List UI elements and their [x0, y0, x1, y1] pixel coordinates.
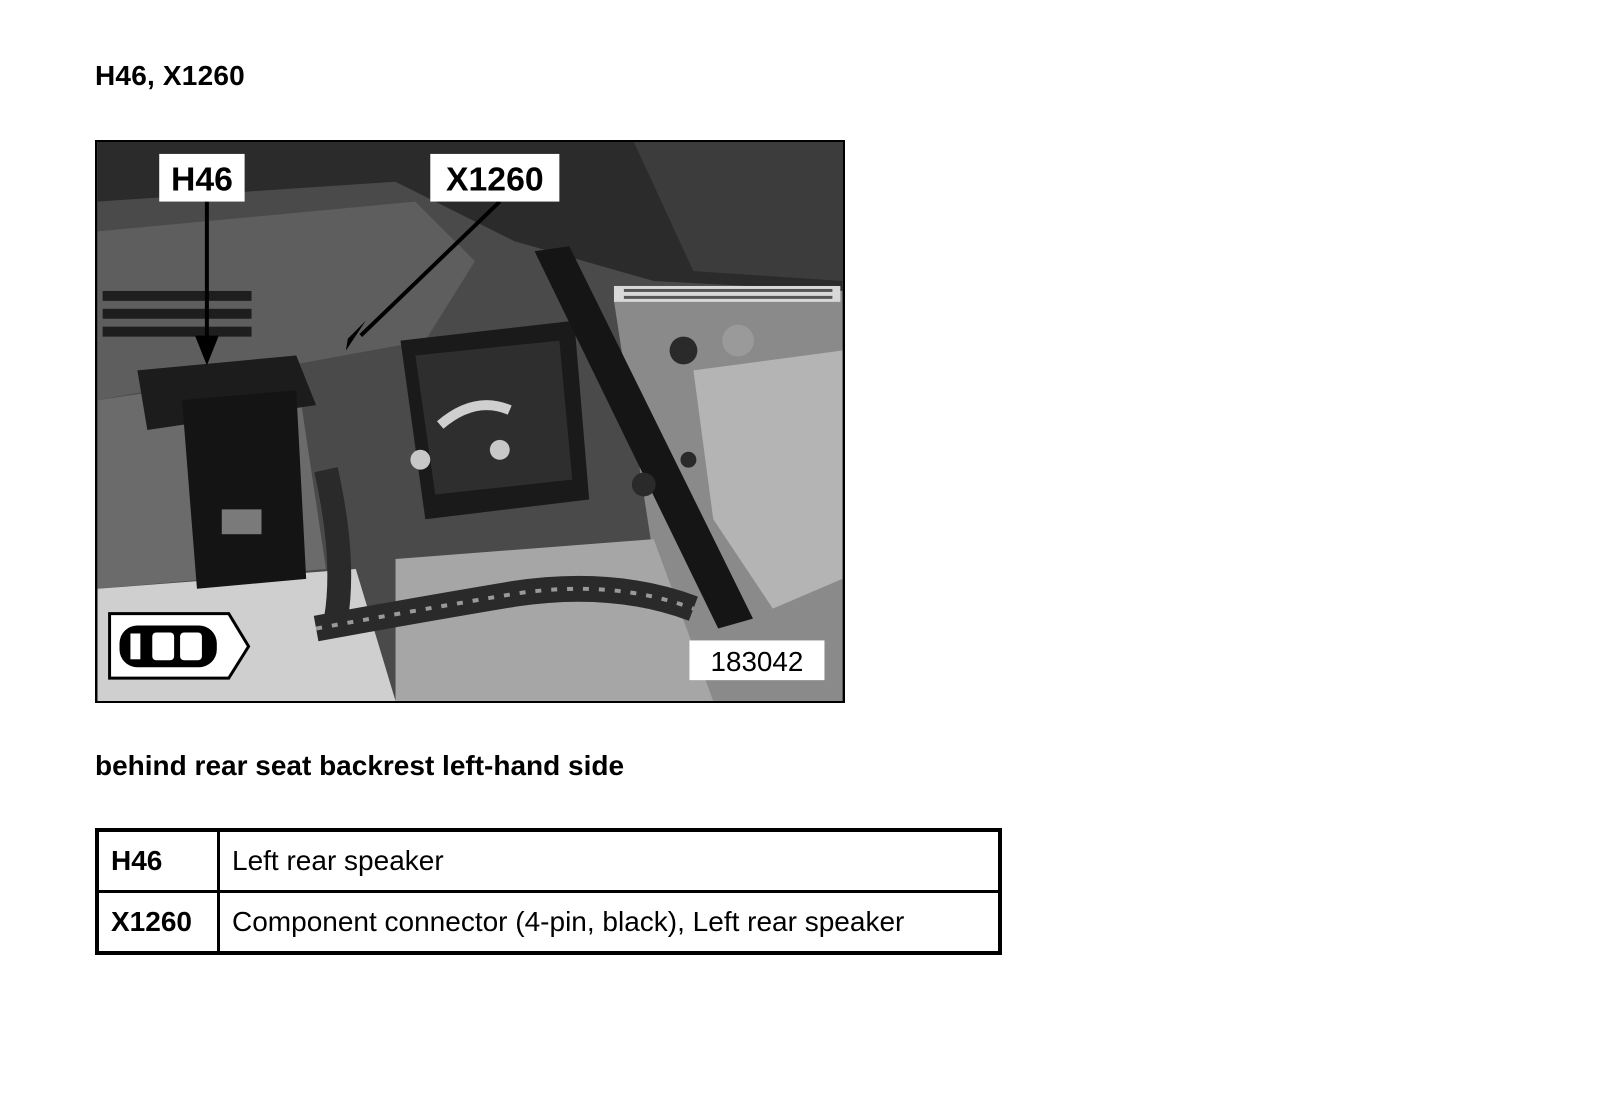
callout-x1260	[430, 154, 559, 202]
table-row	[97, 892, 1000, 954]
callout-x1260-label: X1260	[446, 160, 544, 199]
component-code: H46	[97, 830, 219, 892]
car-side-view-icon	[110, 614, 249, 679]
image-number-box	[689, 640, 824, 680]
callout-h46-label: H46	[170, 160, 233, 199]
component-description: Left rear speaker	[219, 830, 1001, 892]
image-number: 183042	[710, 646, 804, 678]
callout-h46	[159, 154, 244, 202]
component-description: Component connector (4-pin, black), Left rear speaker	[219, 892, 1001, 954]
component-legend-table	[95, 828, 1002, 955]
component-code: X1260	[97, 892, 219, 954]
component-location-photo	[95, 140, 845, 703]
page-title: H46, X1260	[95, 60, 245, 91]
photo-illustration	[97, 142, 843, 701]
table-row	[97, 830, 1000, 892]
location-caption: behind rear seat backrest left-hand side	[95, 750, 625, 781]
